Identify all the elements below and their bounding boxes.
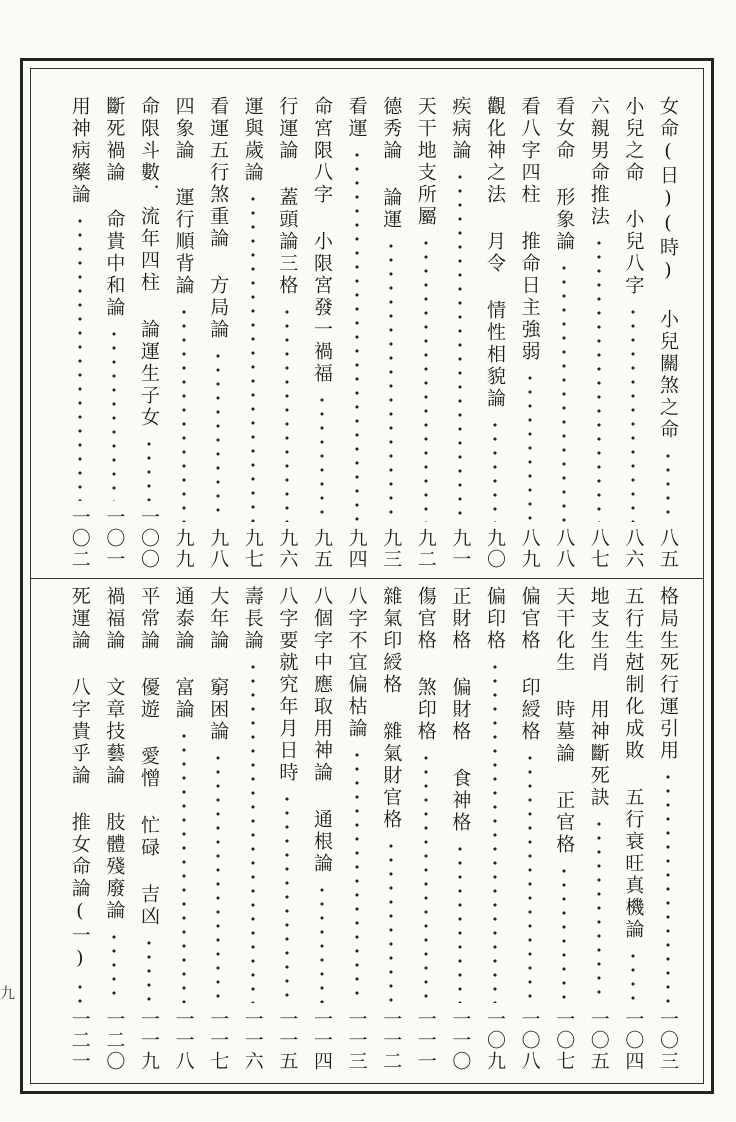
dot-leader <box>562 261 566 522</box>
toc-entry <box>618 96 648 570</box>
toc-entry-page: 一〇一 <box>103 507 126 570</box>
toc-entry <box>411 96 441 570</box>
toc-entry-title: 小兒之命 小兒八字 <box>622 96 645 297</box>
dot-leader <box>355 148 359 522</box>
toc-entry-title: 四象論 運行順背論 <box>172 96 195 297</box>
dot-leader <box>251 192 255 522</box>
toc-entry-page: 一〇五 <box>587 1009 610 1072</box>
toc-entry <box>515 96 545 570</box>
dot-leader <box>528 371 532 522</box>
dot-leader <box>597 236 601 522</box>
dot-leader <box>147 437 151 501</box>
toc-entry <box>515 586 545 1072</box>
toc-entry-title: 傷官格 煞印格 <box>414 586 437 743</box>
dot-leader <box>631 949 635 1003</box>
toc-entry-page: 一一〇 <box>449 1009 472 1072</box>
toc-entry-page: 九二 <box>414 528 437 570</box>
toc-entry <box>272 586 302 1072</box>
toc-entry-title: 雜氣印綬格 雜氣財官格 <box>380 586 403 831</box>
toc-entry-page: 一〇二 <box>68 507 91 570</box>
dot-leader <box>112 930 116 1003</box>
toc-entry <box>238 96 268 570</box>
toc-entry-page: 一〇四 <box>622 1009 645 1072</box>
dot-leader <box>389 239 393 522</box>
toc-entry <box>134 96 164 570</box>
dot-leader <box>493 660 497 1003</box>
dot-leader <box>424 751 428 1003</box>
toc-entry-page: 九八 <box>207 528 230 570</box>
toc-entry <box>203 96 233 570</box>
toc-entry <box>618 586 648 1072</box>
toc-entry <box>342 96 372 570</box>
toc-entry-page: 八七 <box>587 528 610 570</box>
toc-entry-title: 天干地支所屬 <box>414 96 437 228</box>
toc-entry-page: 九七 <box>241 528 264 570</box>
toc-entry-page: 一一二 <box>380 1009 403 1072</box>
toc-entry-title: 八個字中應取用神論 通根論 <box>311 586 333 875</box>
toc-entry-title: 女命(日)(時) 小兒關煞之命 <box>657 96 679 441</box>
dot-leader <box>666 770 670 1003</box>
toc-entry-title: 德秀論 論運 <box>380 96 403 231</box>
dot-leader <box>147 936 151 1003</box>
toc-entry-page: 八五 <box>657 528 679 570</box>
toc-entry-page: 九〇 <box>484 528 506 570</box>
toc-entry <box>307 586 337 1072</box>
toc-entry-page: 八六 <box>622 528 645 570</box>
toc-entry <box>65 96 95 570</box>
toc-entry-title: 八字要就究年月日時 <box>276 586 299 784</box>
toc-entry-title: 正財格 偏財格 食神格 <box>449 586 472 834</box>
dot-leader <box>424 236 428 522</box>
toc-entry <box>445 96 475 570</box>
dot-leader <box>458 170 462 522</box>
toc-entry-page: 一〇九 <box>484 1009 506 1072</box>
toc-entry-title: 天干化生 時墓論 正官格 <box>553 586 576 856</box>
toc-entry-title: 通泰論 富論 <box>172 586 195 721</box>
toc-entry-title: 八字不宜偏枯論 <box>345 586 368 740</box>
toc-entry-title: 命限斗數．流年四柱 論運生子女 <box>138 96 160 429</box>
dot-leader <box>251 660 255 1003</box>
dot-leader <box>216 349 220 522</box>
toc-entry-title: 五行生尅制化成敗 五行衰旺真機論 <box>622 586 645 941</box>
dot-leader <box>216 751 220 1003</box>
toc-entry-page: 一一九 <box>138 1009 160 1072</box>
toc-entry <box>411 586 441 1072</box>
toc-entry-page: 一〇七 <box>553 1009 576 1072</box>
dot-leader <box>182 729 186 1003</box>
toc-entry-page: 九一 <box>449 528 472 570</box>
toc-entry <box>65 586 95 1072</box>
margin-page-folio: 九 <box>0 984 16 1002</box>
toc-entry-page: 一〇八 <box>518 1009 541 1072</box>
toc-entry-page: 九五 <box>311 528 333 570</box>
dot-leader <box>493 418 497 522</box>
toc-entry <box>376 586 406 1072</box>
dot-leader <box>112 327 116 501</box>
toc-entry-title: 大年論 窮困論 <box>207 586 230 743</box>
toc-entry-page: 一一八 <box>172 1009 195 1072</box>
toc-entry-page: 一〇〇 <box>138 507 160 570</box>
toc-entry-title: 用神病藥論 <box>68 96 91 206</box>
dot-leader <box>285 792 289 1003</box>
toc-entry-page: 一二〇 <box>103 1009 126 1072</box>
dot-leader <box>562 864 566 1003</box>
dot-leader <box>78 214 82 501</box>
toc-entry-page: 一一四 <box>311 1009 333 1072</box>
toc-entry-title: 平常論 優遊 愛憎 忙碌 吉凶 <box>138 586 160 928</box>
dot-leader <box>320 393 324 522</box>
dot-leader <box>389 839 393 1003</box>
toc-entry-page: 一〇三 <box>657 1009 679 1072</box>
dot-leader <box>320 883 324 1003</box>
toc-entry <box>549 96 579 570</box>
toc-entry-title: 偏官格 印綬格 <box>518 586 541 743</box>
toc-entry <box>342 586 372 1072</box>
toc-entry <box>307 96 337 570</box>
dot-leader <box>355 748 359 1003</box>
toc-entry <box>203 586 233 1072</box>
toc-entry-page: 一一一 <box>414 1009 437 1072</box>
toc-entry-title: 禍福論 文章技藝論 肢體殘廢論 <box>103 586 126 922</box>
toc-entry-title: 格局生死行運引用 <box>657 586 679 762</box>
toc-entry-page: 一一六 <box>241 1009 264 1072</box>
toc-entry-title: 死運論 八字貴乎論 推女命論(一) <box>68 586 91 972</box>
dot-leader <box>666 449 670 522</box>
dot-leader <box>528 751 532 1003</box>
toc-entry-title: 看運 <box>345 96 368 140</box>
dot-leader <box>631 305 635 522</box>
dot-leader <box>285 305 289 522</box>
toc-entry-page: 九九 <box>172 528 195 570</box>
toc-entry <box>99 96 129 570</box>
toc-entry-page: 九三 <box>380 528 403 570</box>
toc-entry <box>99 586 129 1072</box>
toc-entry <box>134 586 164 1072</box>
toc-entry-title: 看八字四柱 推命日主強弱 <box>518 96 541 363</box>
toc-entry-page: 一一七 <box>207 1009 230 1072</box>
dot-leader <box>182 305 186 522</box>
toc-entry <box>169 586 199 1072</box>
toc-entry <box>653 96 683 570</box>
toc-entry-page: 一一五 <box>276 1009 299 1072</box>
toc-entry-title: 命宮限八字 小限宮發一禍福 <box>311 96 333 385</box>
toc-entry-title: 行運論 蓋頭論三格 <box>276 96 299 297</box>
toc-entry-title: 斷死禍論 命貴中和論 <box>103 96 126 319</box>
toc-entry-page: 八八 <box>553 528 576 570</box>
toc-entry <box>584 586 614 1072</box>
toc-entry-title: 六親男命推法 <box>587 96 610 228</box>
toc-entry-page: 九四 <box>345 528 368 570</box>
toc-entry <box>445 586 475 1072</box>
toc-entry <box>272 96 302 570</box>
dot-leader <box>458 842 462 1003</box>
toc-entry-title: 運與歲論 <box>241 96 264 184</box>
toc-entry <box>480 586 510 1072</box>
toc-entry-title: 地支生肖 用神斷死訣 <box>587 586 610 809</box>
toc-entry-page: 九六 <box>276 528 299 570</box>
toc-entry <box>169 96 199 570</box>
toc-entry-title: 看運五行煞重論 方局論 <box>207 96 230 341</box>
toc-entry <box>584 96 614 570</box>
toc-entry <box>653 586 683 1072</box>
toc-entry-title: 偏印格 <box>484 586 506 652</box>
toc-entry-title: 看女命 形象論 <box>553 96 576 253</box>
toc-entry <box>480 96 510 570</box>
dot-leader <box>78 980 82 1003</box>
toc-entry-title: 觀化神之法 月令 情性相貌論 <box>484 96 506 410</box>
dot-leader <box>597 817 601 1003</box>
toc-entry-page: 一二一 <box>68 1009 91 1072</box>
toc-entry-title: 壽長論 <box>241 586 264 652</box>
toc-entry <box>549 586 579 1072</box>
section-divider <box>30 578 704 579</box>
toc-entry-page: 八九 <box>518 528 541 570</box>
toc-entry <box>238 586 268 1072</box>
toc-entry <box>376 96 406 570</box>
toc-entry-page: 一一三 <box>345 1009 368 1072</box>
toc-entry-title: 疾病論 <box>449 96 472 162</box>
